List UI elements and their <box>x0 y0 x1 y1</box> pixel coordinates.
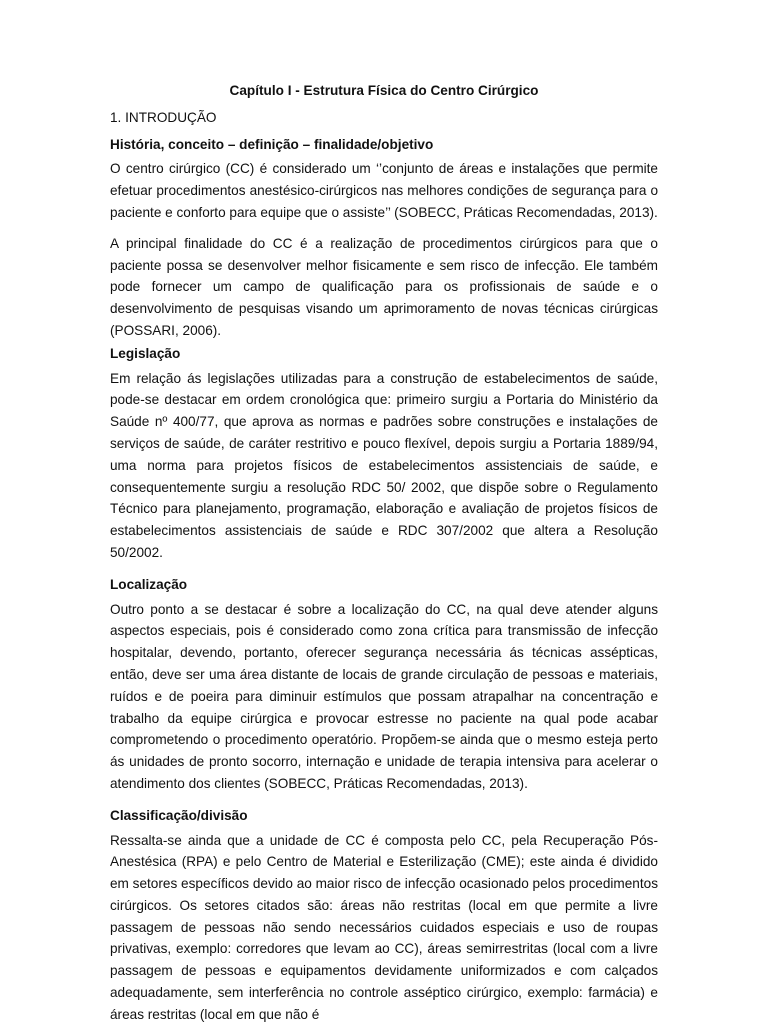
paragraph-history-definition: O centro cirúrgico (CC) é considerado um ‘’conjunto de áreas e instalações que permite efetuar procedimentos anestésico-cirúrgicos nas melhores condições de segurança para o paciente e conforto para equipe que o assiste’’ (SOBECC, Práticas Recomendadas, 2013). <box>110 161 658 220</box>
section-heading-classification: Classificação/divisão <box>110 807 248 823</box>
section-heading-location: Localização <box>110 576 188 592</box>
paragraph-history-purpose: A principal finalidade do CC é a realização de procedimentos cirúrgicos para que o paciente possa se desenvolver melhor fisicamente e sem risco de infecção. Ele também pode fornecer um campo de qualificação para os profissionais de saúde e o desenvolvimento de pesquisas visando um aprimoramento de novas técnicas cirúrgicas (POSSARI, 2006). <box>110 235 658 338</box>
paragraph-classification: Ressalta-se ainda que a unidade de CC é composta pelo CC, pela Recuperação Pós-Anestésica (RPA) e pelo Centro de Material e Esterilização (CME); este ainda é dividido em setores específicos devido ao maior risco de infecção ocasionado pelos procedimentos cirúrgicos. Os setores citados são: áreas não restritas (local em que permite a livre passagem de pessoas não sendo necessários cuidados especiais e uso de roupas privativas, exemplo: corredores que levam ao CC), áreas semirrestritas (local com a livre passagem de pessoas e equipamentos devidamente uniformizados e com calçados adequadamente, sem interferência no controle asséptico cirúrgico, exemplo: farmácia) e áreas restritas (local em que não é <box>110 832 658 1022</box>
section-heading-legislation: Legislação <box>110 345 181 361</box>
document-title: Capítulo I - Estrutura Física do Centro Cirúrgico <box>229 83 539 98</box>
paragraph-location: Outro ponto a se destacar é sobre a localização do CC, na qual deve atender alguns aspectos especiais, pois é considerado como zona crítica para transmissão de infecção hospitalar, devendo, portanto, oferecer segurança necessária ás técnicas assépticas, então, deve ser uma área distante de locais de grande circulação de pessoas e materiais, ruídos e de poeira para diminuir estímulos que possam atrapalhar na concentração e trabalho da equipe cirúrgica e provocar estresse no paciente na qual pode acabar comprometendo o procedimento operatório. Propõem-se ainda que o mesmo esteja perto ás unidades de pronto socorro, internação e unidade de terapia intensiva para acelerar o atendimento dos clientes (SOBECC, Práticas Recomendadas, 2013). <box>110 601 658 791</box>
section-heading-history: História, conceito – definição – finalidade/objetivo <box>110 136 434 152</box>
chapter-intro-heading: 1. INTRODUÇÃO <box>110 109 217 125</box>
paragraph-legislation: Em relação ás legislações utilizadas para a construção de estabelecimentos de saúde, pode-se destacar em ordem cronológica que: primeiro surgiu a Portaria do Ministério da Saúde nº 400/77, que aprova as normas e padrões sobre construções e instalações de serviços de saúde, de caráter restritivo e pouco flexível, depois surgiu a Portaria 1889/94, uma norma para projetos físicos de estabelecimentos assistenciais de saúde, e consequentemente surgiu a resolução RDC 50/ 2002, que dispõe sobre o Regulamento Técnico para planejamento, programação, elaboração e avaliação de projetos físicos de estabelecimentos assistenciais de saúde e RDC 307/2002 que altera a Resolução 50/2002. <box>110 370 658 560</box>
